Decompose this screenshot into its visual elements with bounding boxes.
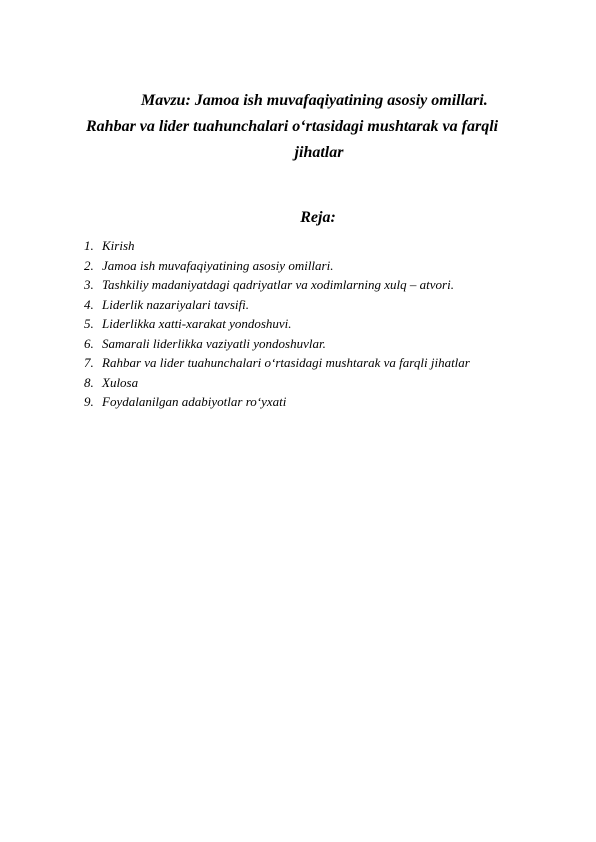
document-title: [84, 88, 554, 166]
plan-item-6: [84, 334, 470, 354]
plan-item-3: [84, 275, 470, 295]
title-line-1: Mavzu: Jamoa ish muvafaqiyatining asosiy omillari.: [141, 92, 488, 109]
plan-item-text: Liderlikka xatti-xarakat yondoshuvi.: [102, 316, 292, 331]
plan-item-5: [84, 314, 470, 334]
plan-item-number: 6.: [84, 335, 94, 351]
plan-list: [84, 236, 470, 412]
plan-item-text: Rahbar va lider tuahunchalari o‘rtasidagi mushtarak va farqli jihatlar: [102, 355, 470, 370]
plan-item-text: Samarali liderlikka vaziyatli yondoshuvlar.: [102, 335, 326, 351]
plan-item-4: [84, 295, 470, 315]
title-line-2: Rahbar va lider tuahunchalari o‘rtasidagi mushtarak va farqli: [86, 118, 499, 135]
plan-item-1: [84, 236, 470, 256]
plan-item-text: Xulosa: [102, 374, 139, 390]
plan-item-2: [84, 256, 470, 276]
plan-item-text: Kirish: [102, 238, 135, 253]
plan-item-number: 3.: [84, 277, 94, 292]
plan-item-number: 9.: [84, 394, 94, 409]
plan-item-text: Foydalanilgan adabiyotlar ro‘yxati: [102, 394, 287, 409]
plan-item-number: 7.: [84, 355, 94, 370]
plan-item-text: Liderlik nazariyalari tavsifi.: [102, 296, 249, 312]
plan-item-text: Jamoa ish muvafaqiyatining asosiy omillari.: [102, 257, 334, 273]
plan-heading: Reja:: [300, 209, 336, 226]
title-line-3: jihatlar: [294, 144, 344, 161]
plan-item-8: [84, 373, 470, 393]
plan-item-number: 5.: [84, 316, 94, 331]
plan-item-number: 8.: [84, 374, 94, 390]
plan-item-number: 4.: [84, 296, 94, 312]
plan-item-7: [84, 353, 470, 373]
plan-item-number: 1.: [84, 238, 94, 253]
plan-item-text: Tashkiliy madaniyatdagi qadriyatlar va xodimlarning xulq – atvori.: [102, 277, 454, 292]
plan-item-9: [84, 392, 470, 412]
plan-item-number: 2.: [84, 257, 94, 273]
